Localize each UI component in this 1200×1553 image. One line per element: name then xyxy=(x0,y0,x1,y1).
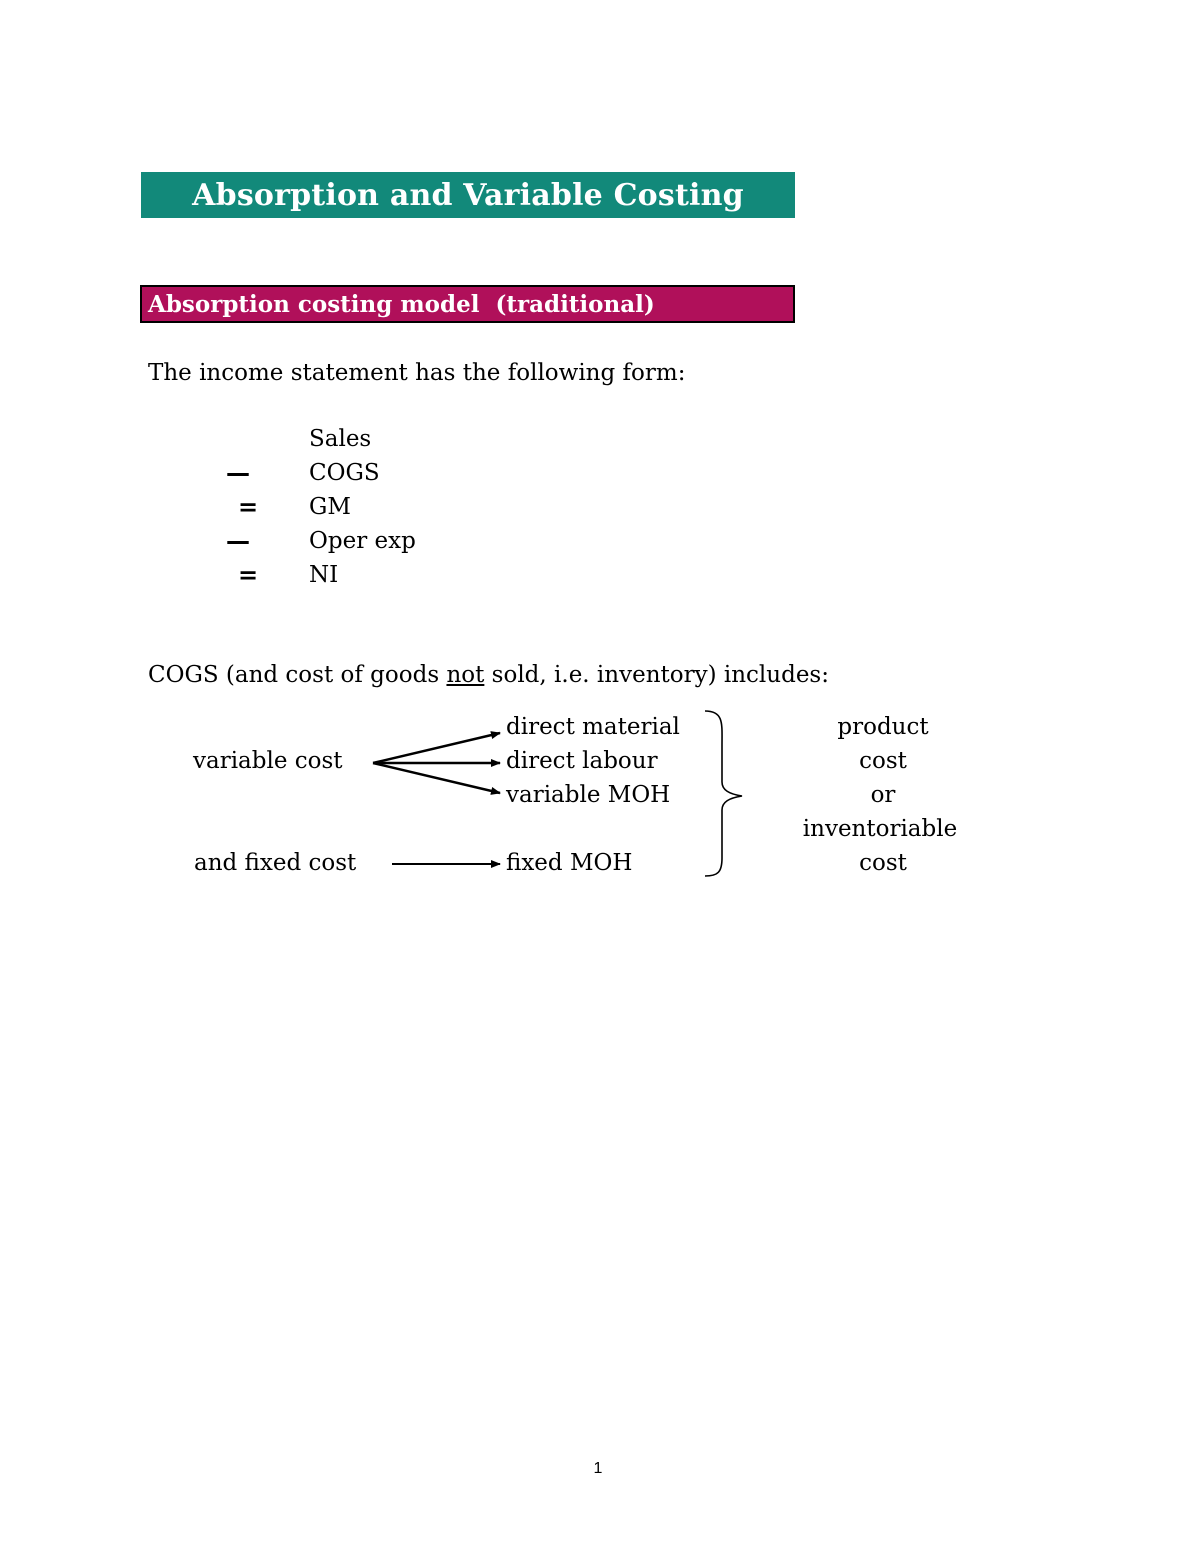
arrow-to-variable-moh xyxy=(373,763,500,793)
statement-item-cogs: COGS xyxy=(309,460,380,486)
operator-equals-ni: = xyxy=(238,561,259,589)
section-heading-bar xyxy=(140,285,795,323)
component-variable-moh: variable MOH xyxy=(506,782,671,808)
statement-item-ni: NI xyxy=(309,562,339,588)
variable-cost-label: variable cost xyxy=(193,748,343,774)
cogs-sentence-start: COGS (and cost of goods xyxy=(148,662,447,688)
operator-minus-cogs: — xyxy=(226,459,250,487)
arrow-to-direct-material xyxy=(373,733,500,763)
component-fixed-moh: fixed MOH xyxy=(506,850,633,876)
product-cost-line-5: cost xyxy=(859,850,907,876)
cogs-sentence-underlined: not xyxy=(446,662,485,688)
component-direct-labour: direct labour xyxy=(506,748,658,774)
cogs-sentence xyxy=(148,661,829,689)
statement-item-operexp: Oper exp xyxy=(309,528,416,554)
curly-brace xyxy=(705,711,742,876)
product-cost-line-2: cost xyxy=(859,748,907,774)
section-heading: Absorption costing model (traditional) xyxy=(148,290,655,318)
page-title: Absorption and Variable Costing xyxy=(192,177,744,213)
cogs-sentence-end: sold, i.e. inventory) includes: xyxy=(484,662,829,688)
title-bar xyxy=(141,172,795,218)
page-number: 1 xyxy=(593,1460,603,1477)
statement-item-gm: GM xyxy=(309,494,351,520)
operator-equals-gm: = xyxy=(238,493,259,521)
product-cost-line-4: inventoriable xyxy=(802,816,958,842)
fixed-cost-label: and fixed cost xyxy=(194,850,357,876)
product-cost-line-3: or xyxy=(870,782,896,808)
intro-text: The income statement has the following form: xyxy=(148,360,686,386)
component-direct-material: direct material xyxy=(506,714,680,740)
statement-item-sales: Sales xyxy=(309,426,372,452)
product-cost-line-1: product xyxy=(837,714,929,740)
operator-minus-operexp: — xyxy=(226,527,250,555)
